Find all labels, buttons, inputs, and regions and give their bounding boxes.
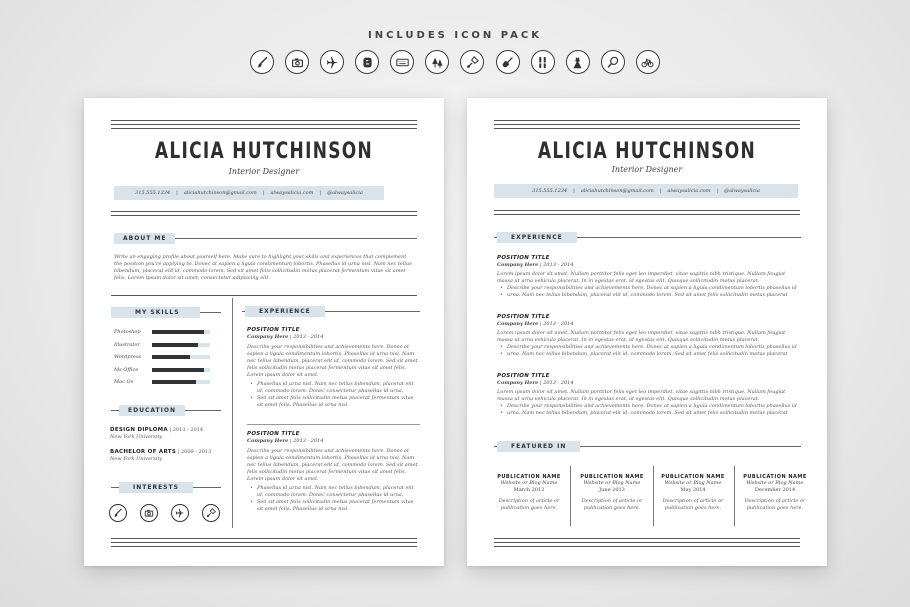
contact-web: alwaysalicia.com (270, 190, 314, 196)
resume-page-1 (84, 98, 444, 566)
bicycle-icon (636, 50, 660, 74)
experience-heading: EXPERIENCE (494, 232, 801, 243)
skill-label: Illustrator (114, 341, 140, 348)
education-item: DESIGN DIPLOMA | 2013 - 2014 New York University (110, 427, 204, 440)
camera-icon (140, 504, 158, 522)
about-bottom-rule (111, 295, 417, 299)
skill-bar-fill (152, 380, 196, 384)
job-entry: POSITION TITLE Company Here | 2013 - 2014 Describe your responsibilities and achievements here. Donec at sapien a ligula condimentum lobortis. Phasellus id urna nisl. Nam nec tellus bibendum, placerat elit id, commodo lorem. Sed sit amet felis sollicitudin metus placerat fermentum vitae sit amet felis. Lorem ipsum dolor sit amet. • Phasellus id urna nisl. Nam nec tellus bibendum, placerat elit id, commodo lorem. Donec consectetur phasellus id urna. • Sed sit amet felis sollicitudin metus placerat fermentum vitae sit amet felis. Phasellus id urna nisl. (247, 431, 420, 513)
icon-pack-heading: INCLUDES ICON PACK (367, 30, 543, 41)
top-rules (494, 120, 800, 132)
publication-item: PUBLICATION NAME Website or Blog Name May 2014 Description of article or publication goes here. (661, 474, 725, 511)
skill-label: Wordpress (114, 354, 142, 360)
footer-rules (111, 538, 417, 550)
badminton-icon (460, 50, 484, 74)
top-rules (111, 120, 417, 132)
skill-row (114, 353, 214, 361)
skill-bar (152, 330, 210, 334)
brush-icon (109, 504, 127, 522)
skill-bar-fill (152, 343, 198, 347)
job-entry: POSITION TITLE Company Here | 2013 - 2014 Lorem ipsum dolor sit amet. Nullam porttitor felis eget leo imperdiet, vitae sagittis nibh tristique. Nullam feugiat massa ut urna vehicula placerat. In in egestas erat, id egestas elit. Quisque sollicitudin metus placerat. • Describe your responsibilities and achievements here. Donec at sapien a ligula condimentum lobortis phasellus id • urna. Nam nec tellus bibendum, placerat elit id, commodo lorem. Sed sit amet felis sollicitudin metus placerat (497, 373, 799, 417)
skill-bar-fill (152, 330, 204, 334)
publication-item: PUBLICATION NAME Website or Blog Name December 2014 Description of article or publication goes here. (743, 474, 807, 511)
airplane-icon (171, 504, 189, 522)
job-entry: POSITION TITLE Company Here | 2013 - 2014 Lorem ipsum dolor sit amet. Nullam porttitor felis eget leo imperdiet, vitae sagittis nibh tristique. Nullam feugiat massa ut urna vehicula placerat. In in egestas erat, id egestas elit. Quisque sollicitudin metus placerat. • Describe your responsibilities and achievements here. Donec at sapien a ligula condimentum lobortis phasellus id • urna. Nam nec tellus bibendum, placerat elit id, commodo lorem. Sed sit amet felis sollicitudin metus placerat (497, 314, 799, 358)
badminton-icon (202, 504, 220, 522)
contact-phone: 315.555.1234 (135, 190, 171, 196)
contact-email: aliciahutchinson@gmail.com (183, 190, 257, 196)
experience-heading: EXPERIENCE (242, 306, 420, 317)
header-bottom-rules (111, 211, 417, 219)
dress-icon (566, 50, 590, 74)
footer-rules (494, 538, 800, 550)
tennis-icon (601, 50, 625, 74)
publication-divider (734, 466, 735, 526)
skill-row (114, 341, 214, 349)
skill-label: Mac Os (114, 379, 134, 385)
skill-bar (152, 343, 210, 347)
publication-divider (653, 466, 654, 526)
education-heading: EDUCATION (111, 405, 221, 416)
about-heading: ABOUT ME (111, 233, 417, 244)
resume-name: ALICIA HUTCHINSON (154, 139, 374, 164)
brush-icon (250, 50, 274, 74)
contact-bar: 315.555.1234 | aliciahutchinson@gmail.com | alwaysalicia.com | @alwaysalicia (114, 186, 384, 200)
contact-bar: 315.555.1234 | aliciahutchinson@gmail.com | alwaysalicia.com | @alwaysalicia (494, 184, 798, 198)
contact-web: alwaysalicia.com (667, 188, 711, 194)
skill-row (114, 366, 214, 374)
keyboard-icon (390, 50, 414, 74)
skill-bar (152, 355, 210, 359)
resume-page-2 (467, 98, 827, 566)
header-bottom-rules (494, 210, 800, 218)
skill-label: Ms Office (114, 366, 139, 373)
contact-email: aliciahutchinson@gmail.com (580, 188, 654, 194)
about-text: Write an engaging profile about yourself here. Make sure to highlight your skills and experiences that complement the position you're applying to. Donec at sapien a ligula condimentum lobortis. Phasellus id urna nisl. Nam nec tellus bibendum, placerat elit id, commodo lorem. Sed sit amet felis sollicitudin metus placerat fermentum vitae sit amet felis. Lorem ipsum dolor sit amet, consectetur adipiscing elit. (114, 254, 412, 281)
guitar-icon (496, 50, 520, 74)
contact-social: @alwaysalicia (327, 190, 363, 196)
skill-bar-fill (152, 355, 190, 359)
resume-role: Interior Designer (611, 165, 683, 174)
trees-icon (425, 50, 449, 74)
skill-label: Photoshop (114, 329, 141, 335)
job-separator (247, 424, 420, 425)
contact-phone: 315.555.1234 (532, 188, 568, 194)
interests-heading: INTERESTS (111, 482, 221, 493)
airplane-icon (320, 50, 344, 74)
publication-item: PUBLICATION NAME Website or Blog Name June 2013 Description of article or publication goes here. (580, 474, 644, 511)
column-divider (232, 298, 233, 528)
skill-bar (152, 368, 210, 372)
skill-row (114, 378, 214, 386)
featured-heading: FEATURED IN (494, 441, 801, 452)
skill-bar (152, 380, 210, 384)
job-entry: POSITION TITLE Company Here | 2013 - 2014 Describe your responsibilities and achievements here. Donec at sapien a ligula condimentum lobortis. Phasellus id urna nisl. Nam nec tellus bibendum, placerat elit id, commodo lorem. Sed sit amet felis sollicitudin metus placerat fermentum vitae sit amet felis. Lorem ipsum dolor sit amet. • Phasellus id urna nisl. Nam nec tellus bibendum, placerat elit id, commodo lorem. Donec consectetur phasellus id urna. • Sed sit amet felis sollicitudin metus placerat fermentum vitae sit amet felis. Phasellus id urna nisl. (247, 327, 420, 409)
skill-row (114, 328, 214, 336)
publication-item: PUBLICATION NAME Website or Blog Name March 2012 Description of article or publication goes here. (497, 474, 561, 511)
skills-heading: MY SKILLS (111, 307, 221, 318)
education-item: BACHELOR OF ARTS | 2009 - 2013 New York University (110, 449, 212, 462)
skis-icon (531, 50, 555, 74)
publication-divider (570, 466, 571, 526)
skill-bar-fill (152, 368, 204, 372)
resume-role: Interior Designer (228, 167, 300, 176)
contact-social: @alwaysalicia (724, 188, 760, 194)
blogger-icon (355, 50, 379, 74)
job-entry: POSITION TITLE Company Here | 2013 - 2014 Lorem ipsum dolor sit amet. Nullam porttitor felis eget leo imperdiet, vitae sagittis nibh tristique. Nullam feugiat massa ut urna vehicula placerat. In in egestas erat, id egestas elit. Quisque sollicitudin metus placerat. • Describe your responsibilities and achievements here. Donec at sapien a ligula condimentum lobortis phasellus id • urna. Nam nec tellus bibendum, placerat elit id, commodo lorem. Sed sit amet felis sollicitudin metus placerat (497, 255, 799, 299)
camera-icon (285, 50, 309, 74)
icon-pack-row (250, 50, 660, 76)
resume-name: ALICIA HUTCHINSON (537, 139, 757, 164)
